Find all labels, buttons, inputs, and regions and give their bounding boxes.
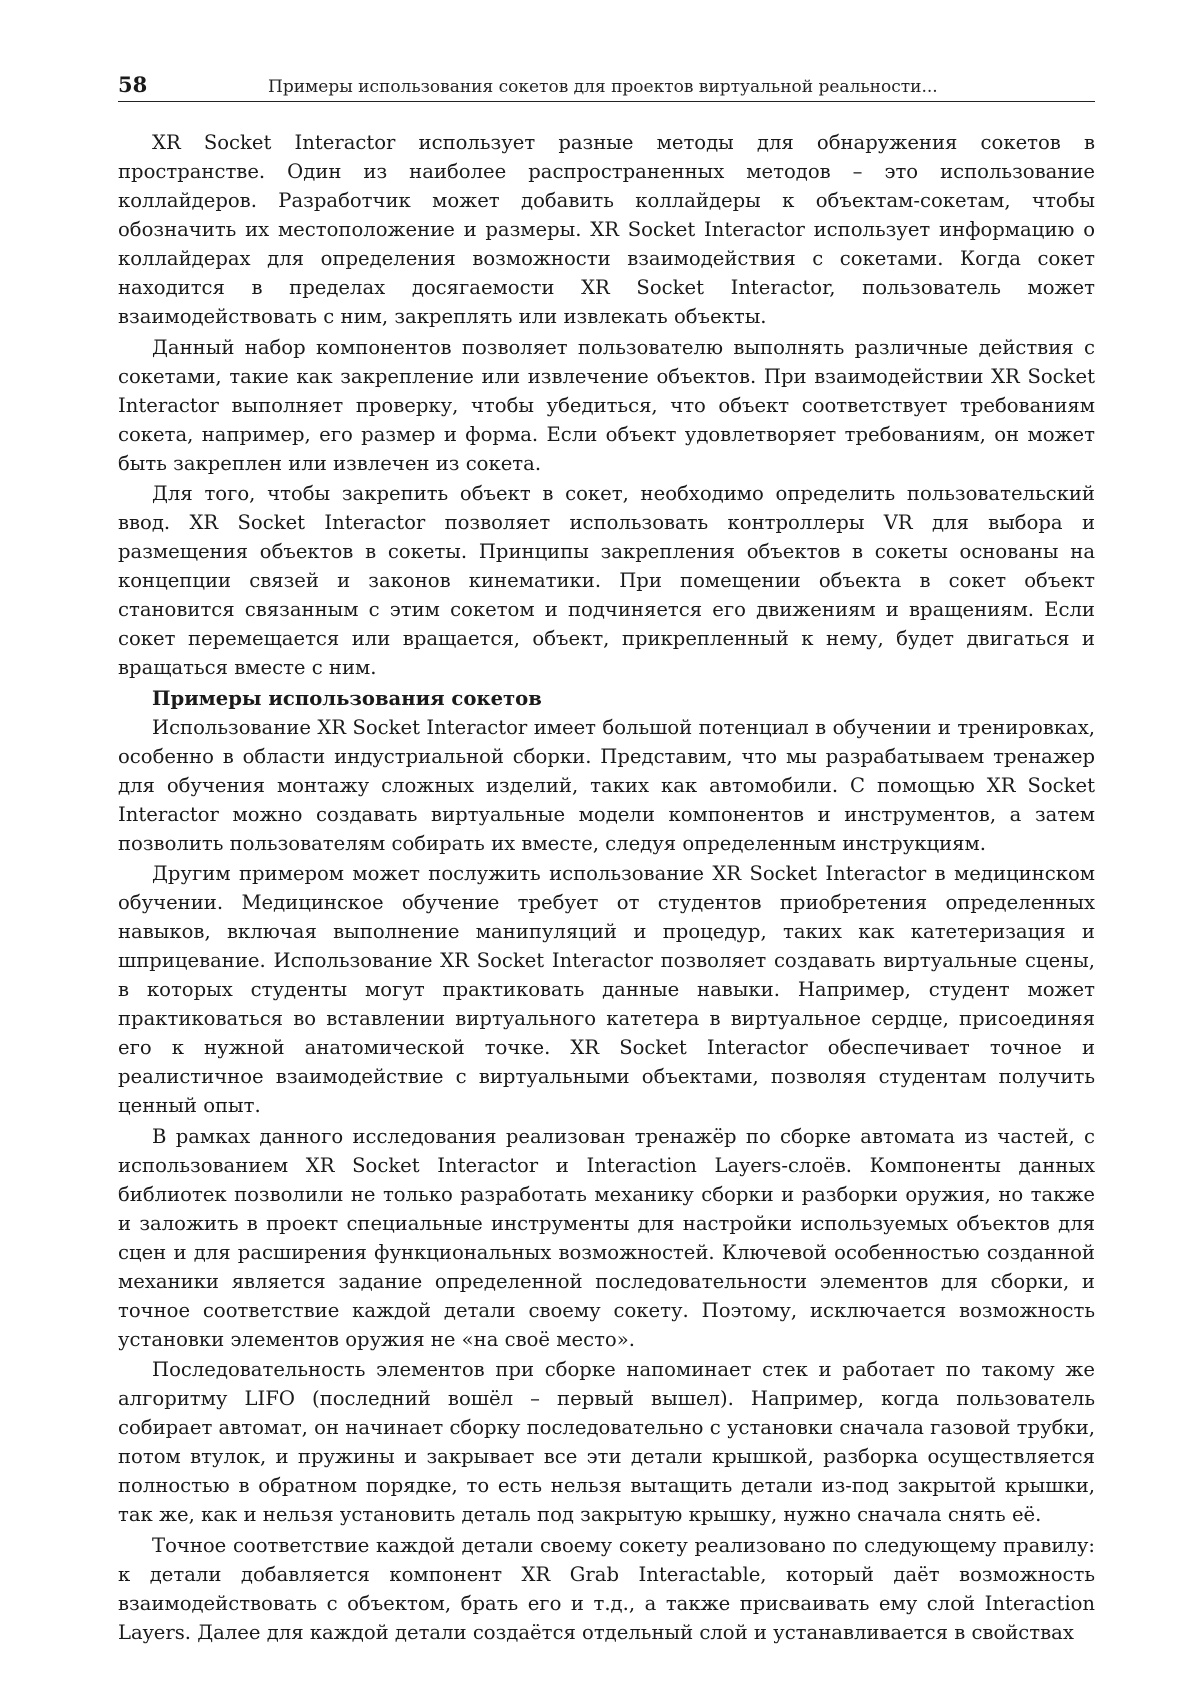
paragraph: Другим примером может послужить использование XR Socket Interactor в медицинском обучении. Медицинское обучение требует от студентов приобретения определенных навыков, включая выполнение манипуляций и процедур, таких как катетеризация и шприцевание. Использование XR Socket Interactor позволяет создавать виртуальные сцены, в которых студенты могут практиковать данные навыки. Например, студент может практиковаться во вставлении виртуального катетера в виртуальное сердце, присоединяя его к нужной анатомической точке. XR Socket Interactor обеспечивает точное и реалистичное взаимодействие с виртуальными объектами, позволяя студентам получить ценный опыт. [118,862,1095,1117]
paragraph: Данный набор компонентов позволяет пользователю выполнять различные действия с сокетами, такие как закрепление или извлечение объектов. При взаимодействии XR Socket Interactor выполняет проверку, чтобы убедиться, что объект соответствует требованиям сокета, например, его размер и форма. Если объект удовлетворяет требованиям, он может быть закреплен или извлечен из сокета. [118,335,1095,475]
page-number: 58 [118,72,148,97]
paragraph: Точное соответствие каждой детали своему сокету реализовано по следующему правилу: к детали добавляется компонент XR Grab Interactable, который даёт возможность взаимодействовать с объектом, брать его и т.д., а также присваивать ему слой Interaction Layers. Далее для каждой детали создаётся отдельный слой и устанавливается в свойствах [118,1533,1095,1644]
section-heading: Примеры использования сокетов [152,686,542,710]
paragraph: XR Socket Interactor использует разные методы для обнаружения сокетов в пространстве. Один из наиболее распространенных методов – это использование коллайдеров. Разработчик может добавить коллайдеры к объектам-сокетам, чтобы обозначить их местоположение и размеры. XR Socket Interactor использует информацию о коллайдерах для определения возможности взаимодействия с сокетами. Когда сокет находится в пределах досягаемости XR Socket Interactor, пользователь может взаимодействовать с ним, закреплять или извлекать объекты. [118,131,1095,328]
document-page [118,72,1095,1648]
body-text [118,128,1095,1647]
running-title: Примеры использования сокетов для проектов виртуальной реальности... [268,77,938,97]
paragraph: Использование XR Socket Interactor имеет большой потенциал в обучении и тренировках, особенно в области индустриальной сборки. Представим, что мы разрабатываем тренажер для обучения монтажу сложных изделий, таких как автомобили. С помощью XR Socket Interactor можно создавать виртуальные модели компонентов и инструментов, а затем позволить пользователям собирать их вместе, следуя определенным инструкциям. [118,715,1095,855]
paragraph: В рамках данного исследования реализован тренажёр по сборке автомата из частей, с использованием XR Socket Interactor и Interaction Layers-слоёв. Компоненты данных библиотек позволили не только разработать механику сборки и разборки оружия, но также и заложить в проект специальные инструменты для настройки используемых объектов для сцен и для расширения функциональных возможностей. Ключевой особенностью созданной механики является задание определенной последовательности элементов для сборки, и точное соответствие каждой детали своему сокету. Поэтому, исключается возможность установки элементов оружия не «на своё место». [118,1124,1095,1351]
running-header [118,72,1095,102]
paragraph: Для того, чтобы закрепить объект в сокет, необходимо определить пользовательский ввод. XR Socket Interactor позволяет использовать контроллеры VR для выбора и размещения объектов в сокеты. Принципы закрепления объектов в сокеты основаны на концепции связей и законов кинематики. При помещении объекта в сокет объект становится связанным с этим сокетом и подчиняется его движениям и вращениям. Если сокет перемещается или вращается, объект, прикрепленный к нему, будет двигаться и вращаться вместе с ним. [118,482,1095,679]
paragraph: Последовательность элементов при сборке напоминает стек и работает по такому же алгоритму LIFO (последний вошёл – первый вышел). Например, когда пользователь собирает автомат, он начинает сборку последовательно с установки сначала газовой трубки, потом втулок, и пружины и закрывает все эти детали крышкой, разборка осуществляется полностью в обратном порядке, то есть нельзя вытащить детали из-под закрытой крышки, так же, как и нельзя установить деталь под закрытую крышку, нужно сначала снять её. [118,1358,1095,1526]
